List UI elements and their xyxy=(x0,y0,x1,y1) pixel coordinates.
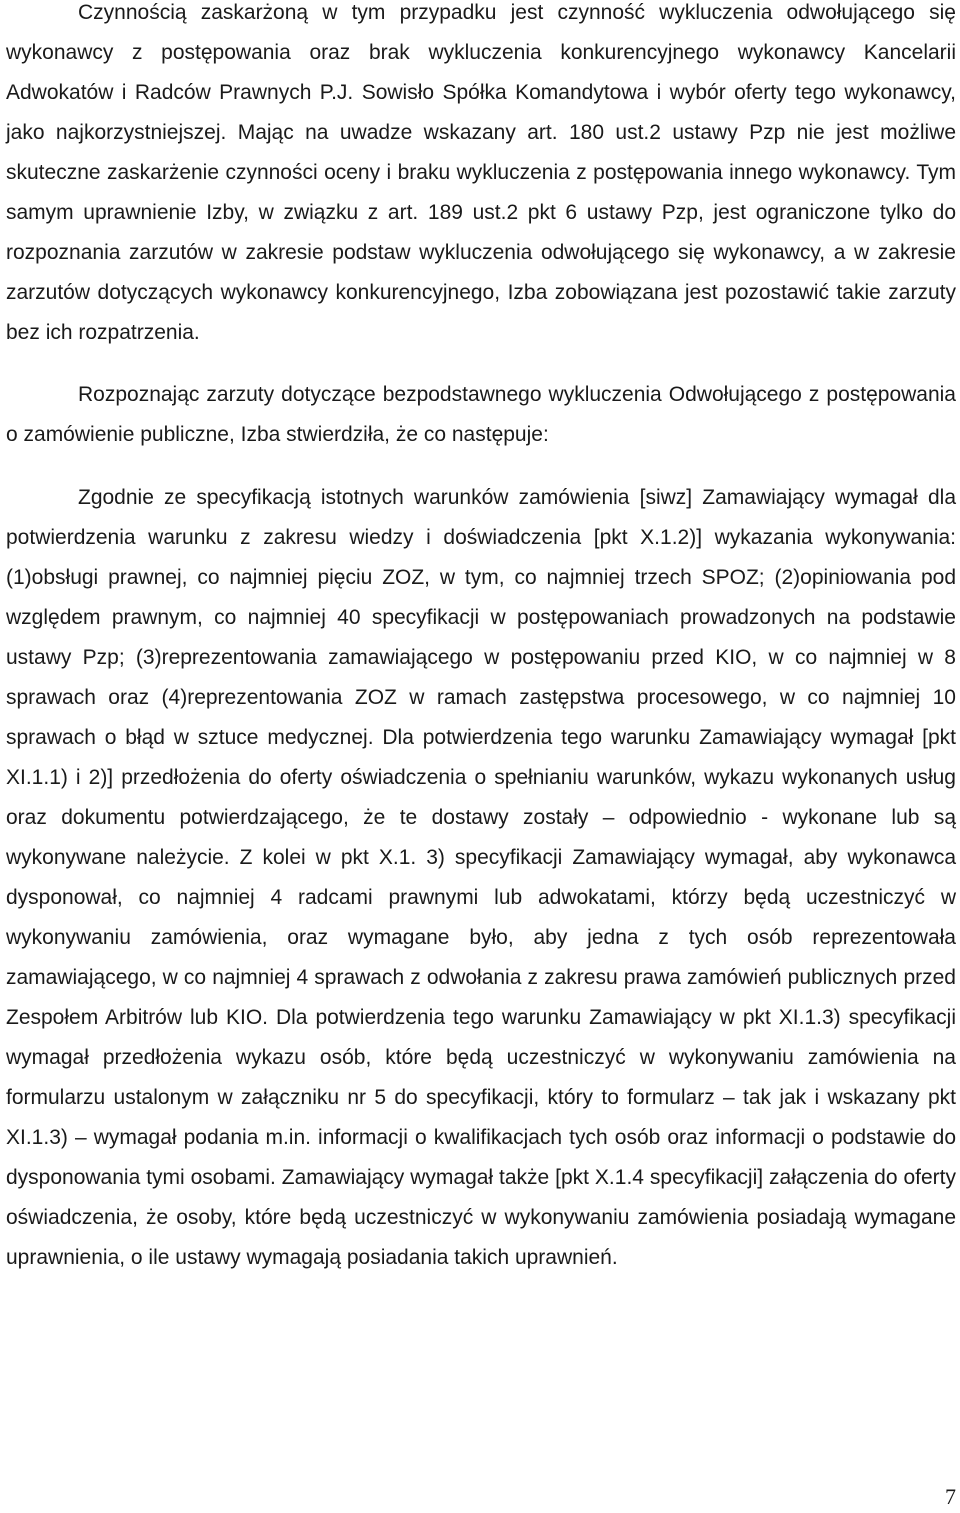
paragraph: Czynnością zaskarżoną w tym przypadku jest czynność wykluczenia odwołującego się wykonawcy z postępowania oraz brak wykluczenia konkurencyjnego wykonawcy Kancelarii Adwokatów i Radców Prawnych P.J. Sowisło Spółka Komandytowa i wybór oferty tego wykonawcy, jako najkorzystniejszej. Mając na uwadze wskazany art. 180 ust.2 ustawy Pzp nie jest możliwe skuteczne zaskarżenie czynności oceny i braku wykluczenia z postępowania innego wykonawcy. Tym samym uprawnienie Izby, w związku z art. 189 ust.2 pkt 6 ustawy Pzp, jest ograniczone tylko do rozpoznania zarzutów w zakresie podstaw wykluczenia odwołującego się wykonawcy, a w zakresie zarzutów dotyczących wykonawcy konkurencyjnego, Izba zobowiązana jest pozostawić takie zarzuty bez ich rozpatrzenia. xyxy=(6,1,956,344)
document-page xyxy=(6,0,956,1278)
paragraph: Zgodnie ze specyfikacją istotnych warunków zamówienia [siwz] Zamawiający wymagał dla potwierdzenia warunku z zakresu wiedzy i doświadczenia [pkt X.1.2)] wykazania wykonywania: (1)obsługi prawnej, co najmniej pięciu ZOZ, w tym, co najmniej trzech SPOZ; (2)opiniowania pod względem prawnym, co najmniej 40 specyfikacji w postępowaniach prowadzonych na podstawie ustawy Pzp; (3)reprezentowania zamawiającego w postępowaniu przed KIO, w co najmniej w 8 sprawach oraz (4)reprezentowania ZOZ w ramach zastępstwa procesowego, w co najmniej 10 sprawach o błąd w sztuce medycznej. Dla potwierdzenia tego warunku Zamawiający wymagał [pkt XI.1.1) i 2)] przedłożenia do oferty oświadczenia o spełnianiu warunków, wykazu wykonanych usług oraz dokumentu potwierdzającego, że te dostawy zostały – odpowiednio - wykonane lub są wykonywane należycie. Z kolei w pkt X.1. 3) specyfikacji Zamawiający wymagał, aby wykonawca dysponował, co najmniej 4 radcami prawnymi lub adwokatami, którzy będą uczestniczyć w wykonywaniu zamówienia, oraz wymagane było, aby jedna z tych osób reprezentowała zamawiającego, w co najmniej 4 sprawach z odwołania z zakresu prawa zamówień publicznych przed Zespołem Arbitrów lub KIO. Dla potwierdzenia tego warunku Zamawiający w pkt XI.1.3) specyfikacji wymagał przedłożenia wykazu osób, które będą uczestniczyć w wykonywaniu zamówienia na formularzu ustalonym w załączniku nr 5 do specyfikacji, który to formularz – tak jak i wskazany pkt XI.1.3) – wymagał podania m.in. informacji o kwalifikacjach tych osób oraz informacji o podstawie do dysponowania tymi osobami. Zamawiający wymagał także [pkt X.1.4 specyfikacji] załączenia do oferty oświadczenia, że osoby, które będą uczestniczyć w wykonywaniu zamówienia posiadają wymagane uprawnienia, o ile ustawy wymagają posiadania takich uprawnień. xyxy=(6,486,956,1269)
paragraph: Rozpoznając zarzuty dotyczące bezpodstawnego wykluczenia Odwołującego z postępowania o zamówienie publiczne, Izba stwierdziła, że co następuje: xyxy=(6,383,956,446)
page-number: 7 xyxy=(945,1484,956,1509)
